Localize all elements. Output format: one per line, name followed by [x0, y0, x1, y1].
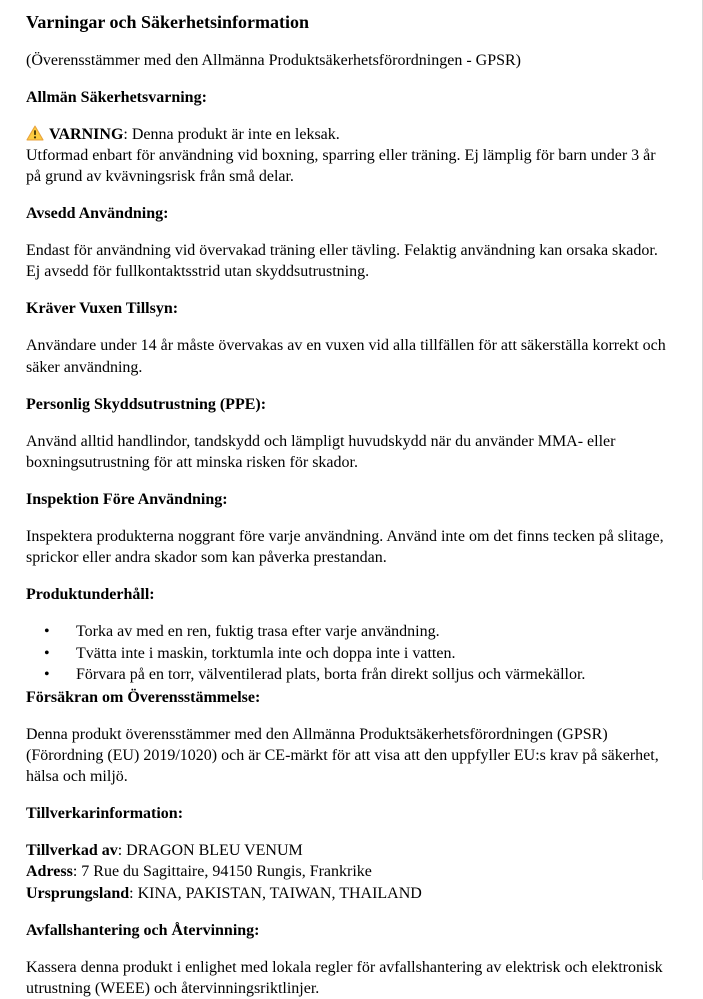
warning-line: [26, 124, 672, 145]
origin-line: [26, 883, 672, 904]
inspection-body: Inspektera produkterna noggrant före varje användning. Använd inte om det finns tecken på slitage, sprickor eller andra skador som kan påverka prestandan.: [26, 528, 664, 567]
address-label: Adress: [26, 863, 73, 881]
origin-label: Ursprungsland: [26, 884, 130, 902]
heading-inspection: Inspektion Före Användning:: [26, 491, 228, 509]
heading-adult-supervision: Kräver Vuxen Tillsyn:: [26, 300, 179, 318]
manufacturer-info-block: [26, 840, 672, 903]
warning-statement: : Denna produkt är inte en leksak.: [123, 125, 340, 143]
origin-value: : KINA, PAKISTAN, TAIWAN, THAILAND: [129, 884, 422, 902]
maintenance-bullet-1: • Torka av med en ren, fuktig trasa efter varje användning.: [26, 621, 672, 642]
intended-use-body: Endast för användning vid övervakad träning eller tävling. Felaktig användning kan orsaka skador. Ej avsedd för fullkontaktsstrid utan skyddsutrustning.: [26, 242, 658, 281]
heading-manufacturer: Tillverkarinformation:: [26, 805, 184, 823]
manufacturer-label: Tillverkad av: [26, 842, 118, 860]
disposal-body: Kassera denna produkt i enlighet med lokala regler för avfallshantering av elektrisk och elektronisk utrustning (WEEE) och återvinningsriktlinjer.: [26, 958, 663, 997]
maintenance-bullet-3: • Förvara på en torr, välventilerad plats, borta från direkt solljus och värmekällor.: [26, 664, 672, 685]
ppe-body: Använd alltid handlindor, tandskydd och lämpligt huvudskydd när du använder MMA- eller boxningsutrustning för att minska risken för skador.: [26, 432, 616, 471]
heading-maintenance: Produktunderhåll:: [26, 586, 155, 604]
warning-label: VARNING: [49, 125, 124, 143]
address-value: : 7 Rue du Sagittaire, 94150 Rungis, Frankrike: [72, 863, 372, 881]
conformity-body: Denna produkt överensstämmer med den Allmänna Produktsäkerhetsförordningen (GPSR) (Förordning (EU) 2019/1020) och är CE-märkt för att visa att den uppfyller EU:s krav på säkerhet, hälsa och miljö.: [26, 725, 659, 786]
address-line: [26, 861, 672, 882]
heading-conformity: Försäkran om Överensstämmelse:: [26, 688, 261, 706]
page-title: Varningar och Säkerhetsinformation: [26, 12, 310, 32]
general-warning-body: Utformad enbart för användning vid boxning, sparring eller träning. Ej lämplig för barn under 3 år på grund av kvävningsrisk från små delar.: [26, 146, 656, 185]
compliance-subtitle: (Överensstämmer med den Allmänna Produktsäkerhetsförordningen - GPSR): [26, 51, 522, 69]
heading-general-safety-warning: Allmän Säkerhetsvarning:: [26, 88, 207, 106]
manufacturer-value: : DRAGON BLEU VENUM: [117, 842, 303, 860]
warning-triangle-icon: [26, 125, 44, 141]
manufacturer-line: [26, 840, 672, 861]
maintenance-bullet-2: • Tvätta inte i maskin, torktumla inte och doppa inte i vatten.: [26, 643, 672, 664]
general-warning-block: [26, 124, 672, 187]
heading-intended-use: Avsedd Användning:: [26, 205, 169, 223]
heading-ppe: Personlig Skyddsutrustning (PPE):: [26, 395, 267, 413]
adult-supervision-body: Användare under 14 år måste övervakas av en vuxen vid alla tillfällen för att säkerställa korrekt och säker användning.: [26, 337, 666, 376]
heading-disposal: Avfallshantering och Återvinning:: [26, 921, 260, 939]
maintenance-bullet-list: [26, 621, 672, 684]
